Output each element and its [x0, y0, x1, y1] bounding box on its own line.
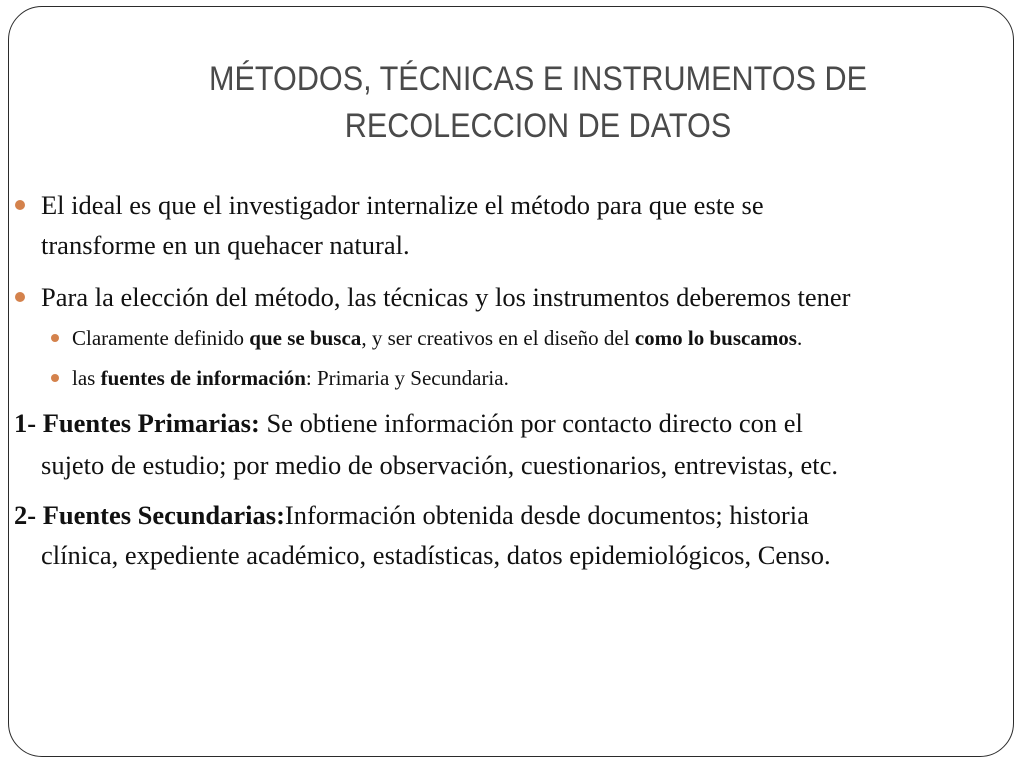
- secondary-sources-label: 2- Fuentes Secundarias:: [14, 500, 285, 530]
- title-line-1: MÉTODOS, TÉCNICAS E INSTRUMENTOS DE: [208, 60, 867, 98]
- primary-sources-text-1: Se obtiene información por contacto directo con el: [259, 408, 803, 438]
- primary-sources-label: 1- Fuentes Primarias:: [14, 408, 260, 438]
- bullet-2-line-1: Para la elección del método, las técnicas y los instrumentos deberemos tener: [41, 282, 851, 312]
- sub-bullet-2-text: las: [72, 366, 101, 390]
- sub-bullet-dot-icon: [51, 374, 59, 382]
- sub-bullet-2-text-end: : Primaria y Secundaria.: [305, 366, 509, 390]
- sub-bullet-1-text: Claramente definido: [72, 326, 250, 350]
- secondary-sources-line-1: [14, 496, 809, 534]
- primary-sources-line-1: [14, 404, 803, 442]
- sub-bullet-2-bold: fuentes de información: [100, 366, 306, 390]
- bullet-1-line-2: transforme en un quehacer natural.: [41, 230, 410, 260]
- bullet-dot-icon: [15, 200, 25, 210]
- sub-bullet-1-text-mid: , y ser creativos en el diseño del: [361, 326, 635, 350]
- secondary-sources-text-1: Información obtenida desde documentos; historia: [284, 500, 809, 530]
- secondary-sources-line-2: clínica, expediente académico, estadísticas, datos epidemiológicos, Censo.: [41, 540, 831, 570]
- sub-bullet-dot-icon: [51, 334, 59, 342]
- bullet-dot-icon: [15, 292, 25, 302]
- title-line-2: RECOLECCION DE DATOS: [344, 107, 732, 145]
- primary-sources-line-2: sujeto de estudio; por medio de observación, cuestionarios, entrevistas, etc.: [41, 450, 838, 480]
- sub-bullet-1-bold-1: que se busca: [249, 326, 362, 350]
- sub-bullet-1: [72, 323, 802, 353]
- bullet-1-line-1: El ideal es que el investigador internalize el método para que este se: [41, 190, 764, 220]
- sub-bullet-2: [72, 363, 509, 393]
- sub-bullet-1-bold-2: como lo buscamos: [634, 326, 797, 350]
- sub-bullet-1-text-end: .: [796, 326, 803, 350]
